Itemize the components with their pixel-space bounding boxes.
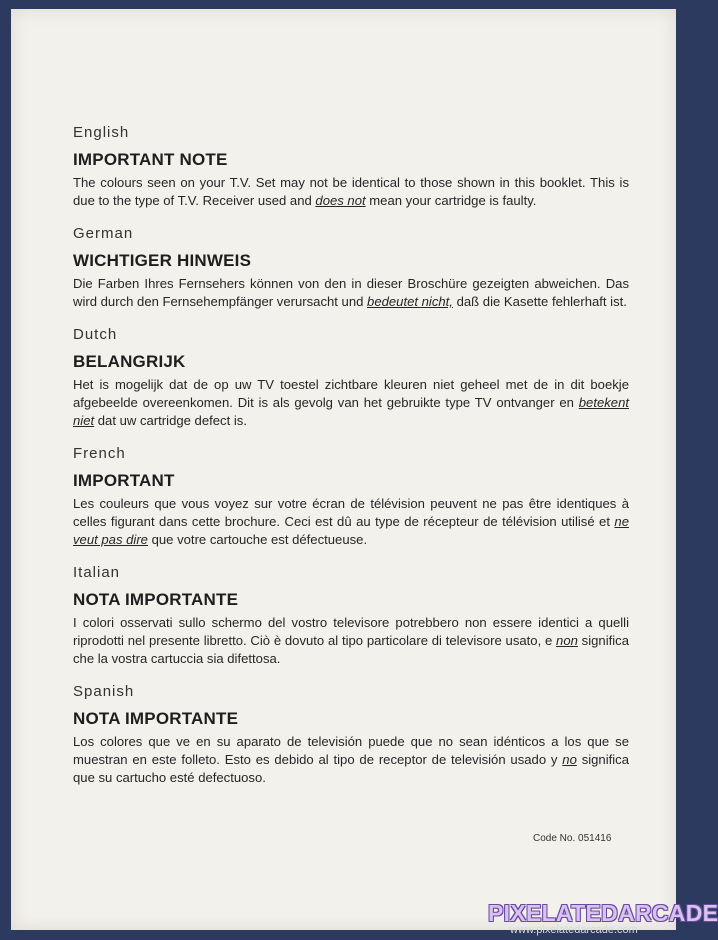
section-italian xyxy=(73,563,629,668)
section-german xyxy=(73,224,629,311)
emphasis-text: non xyxy=(556,633,578,648)
section-french xyxy=(73,444,629,549)
code-number: Code No. 051416 xyxy=(533,833,612,844)
document-page xyxy=(11,9,676,930)
section-heading: WICHTIGER HINWEIS xyxy=(73,251,252,270)
language-label: German xyxy=(73,225,134,242)
section-dutch xyxy=(73,325,629,430)
emphasis-text: betekent niet xyxy=(73,395,629,428)
notice-content xyxy=(73,123,629,801)
section-heading: BELANGRIJK xyxy=(73,352,186,371)
emphasis-text: ne veut pas dire xyxy=(73,514,629,547)
section-body: Les couleurs que vous voyez sur votre écran de télévision peuvent ne pas être identiques à celles figurant dans cette brochure. Ceci est dû au type de récepteur de télévision utilisé et ne veut pas dire que votre cartouche est défectueuse. xyxy=(73,496,629,547)
emphasis-text: bedeutet nicht, xyxy=(367,294,453,309)
emphasis-text: no xyxy=(562,752,577,767)
section-body: The colours seen on your T.V. Set may not be identical to those shown in this booklet. This is due to the type of T.V. Receiver used and does not mean your cartridge is faulty. xyxy=(73,175,629,208)
section-body: I colori osservati sullo schermo del vostro televisore potrebbero non essere identici a quelli riprodotti nel presente libretto. Ciò è dovuto al tipo particolare di televisore usato, e non significa che la vostra cartuccia sia difettosa. xyxy=(73,615,629,666)
section-body: Het is mogelijk dat de op uw TV toestel zichtbare kleuren niet geheel met de in dit boekje afgebeelde overeenkomen. Dit is als gevolg van het gebruikte type TV ontvanger en betekent niet dat uw cartridge defect is. xyxy=(73,377,629,428)
section-heading: IMPORTANT NOTE xyxy=(73,150,228,169)
language-label: French xyxy=(73,445,126,462)
language-label: English xyxy=(73,124,130,141)
section-english xyxy=(73,123,629,210)
language-label: Spanish xyxy=(73,683,135,700)
emphasis-text: does not xyxy=(315,193,366,208)
section-body: Die Farben Ihres Fernsehers können von den in dieser Broschüre gezeigten abweichen. Das wird durch den Fernsehempfänger verursacht und bedeutet nicht, daß die Kasette fehlerhaft ist. xyxy=(73,276,629,309)
watermark-url: www.pixelatedarcade.com xyxy=(510,924,638,936)
watermark-logo: PIXELATEDARCADE xyxy=(488,900,718,926)
section-spanish xyxy=(73,682,629,787)
section-heading: NOTA IMPORTANTE xyxy=(73,709,239,728)
language-label: Italian xyxy=(73,564,121,581)
section-body: Los colores que ve en su aparato de televisión puede que no sean idénticos a los que se muestran en este folleto. Esto es debido al tipo de receptor de televisión usado y no significa que su cartucho esté defectuoso. xyxy=(73,734,629,785)
section-heading: IMPORTANT xyxy=(73,471,175,490)
section-heading: NOTA IMPORTANTE xyxy=(73,590,239,609)
language-label: Dutch xyxy=(73,326,118,343)
